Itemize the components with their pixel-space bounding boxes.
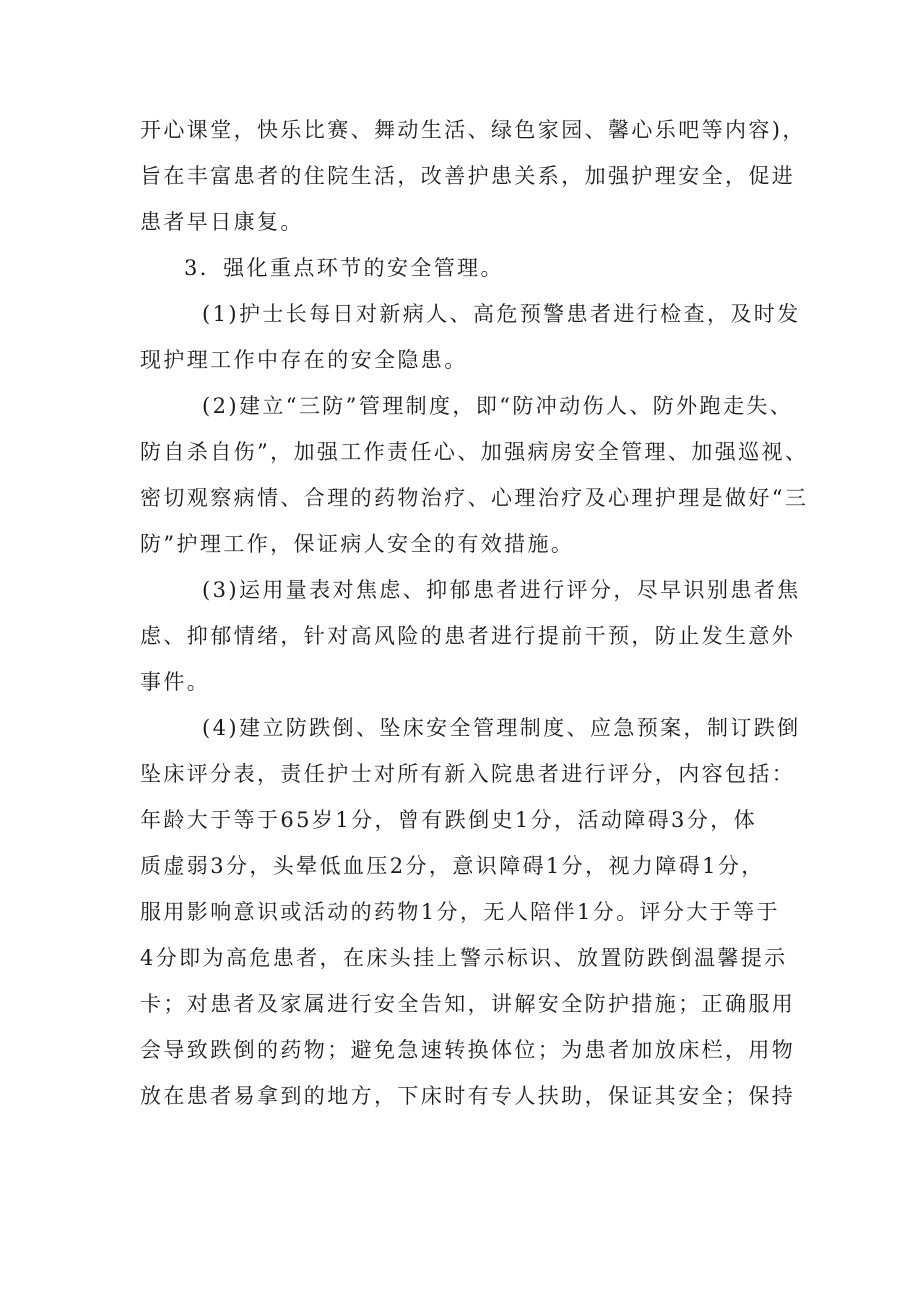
text-line: 4分即为高危患者，在床头挂上警示标识、放置防跌倒温馨提示: [140, 946, 788, 970]
text-line: (2)建立“三防”管理制度，即“防冲动伤人、防外跑走失、: [202, 394, 794, 418]
text-line: 防”护理工作，保证病人安全的有效措施。: [140, 532, 575, 556]
text-line: 会导致跌倒的药物；避免急速转换体位；为患者加放床栏，用物: [140, 1038, 796, 1062]
text-line: 事件。: [140, 670, 211, 694]
text-line: 现护理工作中存在的安全隐患。: [140, 348, 468, 372]
document-body: [140, 107, 809, 1119]
text-line: 旨在丰富患者的住院生活，改善护患关系，加强护理安全，促进: [140, 164, 796, 188]
text-line: 卡；对患者及家属进行安全告知，讲解安全防护措施；正确服用: [140, 992, 796, 1016]
text-line: 质虚弱3分，头晕低血压2分，意识障碍1分，视力障碍1分，: [140, 854, 765, 878]
text-line: 密切观察病情、合理的药物治疗、心理治疗及心理护理是做好“三: [140, 486, 809, 510]
text-line: 年龄大于等于65岁1分，曾有跌倒史1分，活动障碍3分，体: [140, 808, 758, 832]
text-line: 开心课堂，快乐比赛、舞动生活、绿色家园、馨心乐吧等内容)，: [140, 118, 806, 142]
text-line: 服用影响意识或活动的药物1分，无人陪伴1分。评分大于等于: [140, 900, 780, 924]
text-line: 防自杀自伤”，加强工作责任心、加强病房安全管理、加强巡视、: [140, 440, 809, 464]
text-line: (4)建立防跌倒、坠床安全管理制度、应急预案，制订跌倒: [202, 716, 801, 740]
text-line: 虑、抑郁情绪，针对高风险的患者进行提前干预，防止发生意外: [140, 624, 796, 648]
text-line: (3)运用量表对焦虑、抑郁患者进行评分，尽早识别患者焦: [202, 578, 801, 602]
text-line: (1)护士长每日对新病人、高危预警患者进行检查，及时发: [202, 302, 801, 326]
text-line: 患者早日康复。: [140, 210, 304, 234]
text-line: 放在患者易拿到的地方，下床时有专人扶助，保证其安全；保持: [140, 1084, 796, 1108]
section-heading: 3．强化重点环节的安全管理。: [184, 256, 504, 280]
text-line: 坠床评分表，责任护士对所有新入院患者进行评分，内容包括：: [140, 762, 796, 786]
